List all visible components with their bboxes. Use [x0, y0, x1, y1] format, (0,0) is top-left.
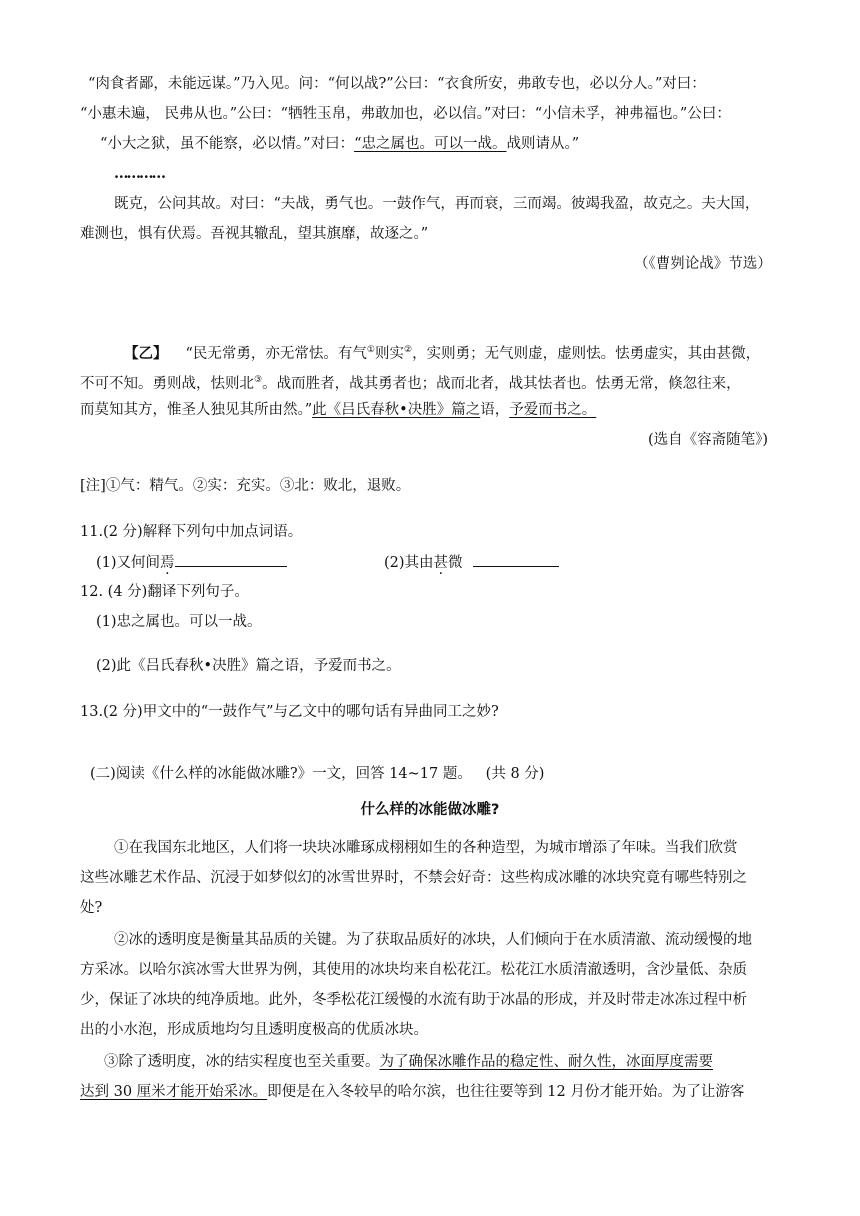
passage-b-text-2a: 不可不知。勇则战，怯则北 — [80, 375, 254, 392]
question-12-stem: 12. (4 分)翻译下列句子。 — [80, 584, 249, 600]
dotted-char-2: 甚 — [433, 555, 449, 571]
footnotes: [注]①气：精气。②实：充实。③北：败北，退败。 — [80, 478, 411, 494]
passage-b-line-1 — [124, 340, 760, 364]
passage-a-line-3 — [100, 134, 579, 154]
passage-a-source: （《曹刿论战》节选） — [634, 256, 772, 272]
passage-b-text-1b: 则实 — [375, 345, 404, 362]
passage-a-line-3-end: 战则请从。” — [506, 136, 580, 152]
footnote-ref-2: ② — [404, 345, 413, 355]
passage-a-line-3-text: “小大之狱，虽不能察，必以情。”对曰： — [100, 136, 355, 152]
paragraph-2-line-1: ②冰的透明度是衡量其品质的关键。为了获取品质好的冰块，人们倾向于在水质清澈、流动缓慢的地 — [114, 932, 752, 948]
p3-line1-text: ③除了透明度，冰的结实程度也至关重要。 — [104, 1054, 380, 1070]
section-2-intro: (二)阅读《什么样的冰能做冰雕?》一文，回答 14~17 题。 (共 8 分) — [90, 766, 545, 782]
footnote-ref-1: ① — [366, 345, 375, 355]
question-13-stem: 13.(2 分)甲文中的“一鼓作气”与乙文中的哪句话有异曲同工之妙? — [80, 704, 499, 720]
question-11-stem: 11.(2 分)解释下列句中加点词语。 — [80, 524, 303, 540]
p3-line2-text: 即便是在入冬较早的哈尔滨，也往往要等到 12 月份才能开始。为了让游客 — [267, 1084, 745, 1100]
q11-item2-text: (2)其由 — [384, 555, 434, 571]
passage-b-line-3 — [80, 400, 596, 420]
dotted-char-1: 焉 — [160, 555, 175, 571]
passage-b-label: 【乙】 — [124, 344, 168, 362]
question-11-item-2 — [384, 552, 559, 573]
ellipsis: ………… — [114, 165, 164, 182]
q11-item1-text: (1)又何间 — [96, 555, 161, 571]
underlined-sentence: “忠之属也。可以一战。 — [354, 136, 507, 152]
underlined-phrase-2: 予爱而书之。 — [509, 402, 597, 418]
paragraph-3-line-1 — [104, 1052, 713, 1072]
paragraph-2-line-3: 少，保证了冰块的纯净质地。此外，冬季松花江缓慢的水流有助于冰晶的形成，并及时带走冰冻过程中析 — [80, 992, 747, 1008]
paragraph-2-line-4: 出的小水泡，形成质地均匀且透明度极高的优质冰块。 — [80, 1022, 428, 1038]
article-title: 什么样的冰能做冰雕? — [360, 802, 500, 818]
question-12-item-1: (1)忠之属也。可以一战。 — [96, 614, 262, 630]
question-11-item-1 — [96, 552, 287, 573]
paragraph-1-line-2: 这些冰雕艺术作品、沉浸于如梦似幻的冰雪世界时，不禁会好奇：这些构成冰雕的冰块究竟有哪些特别之 — [80, 870, 747, 886]
passage-a-line-2: “小惠未遍， 民弗从也。”公曰：“牺牲玉帛，弗敢加也，必以信。”对曰：“小信未孚，神弗福也。”公曰： — [80, 106, 731, 122]
passage-b-text-3: 而莫知其方，惟圣人独见其所由然。” — [80, 402, 313, 418]
passage-a-line-1: “肉食者鄙，未能远谋。”乃入见。问：“何以战?”公曰：“衣食所安，弗敢专也，必以分人。”对曰： — [88, 76, 706, 92]
passage-b-source: (选自《容斋随笔》) — [648, 432, 769, 448]
paragraph-3-line-2 — [80, 1082, 744, 1102]
answer-blank-2[interactable] — [473, 552, 559, 567]
underlined-phrase-1: 此《吕氏春秋•决胜》篇之 — [312, 402, 481, 418]
p3-underlined-2: 达到 30 厘米才能开始采冰。 — [80, 1084, 268, 1100]
paragraph-1-line-1: ①在我国东北地区，人们将一块块冰雕琢成栩栩如生的各种造型，为城市增添了年味。当我们欣赏 — [114, 840, 738, 856]
passage-b-text-1a: “民无常勇，亦无常怯。有气 — [185, 345, 367, 362]
passage-b-text-2b: 。战而胜者，战其勇者也；战而北者，战其怯者也。怯勇无常，倏忽往来， — [262, 375, 741, 392]
passage-b-text-1c: ，实则勇；无气则虚，虚则怯。怯勇虚实，其由甚微， — [412, 345, 761, 362]
question-12-item-2: (2)此《吕氏春秋•决胜》篇之语，予爱而书之。 — [96, 658, 401, 674]
footnote-ref-3: ③ — [254, 375, 263, 385]
p3-underlined-1: 为了确保冰雕作品的稳定性、耐久性，冰面厚度需要 — [379, 1054, 713, 1070]
paragraph-1-line-3: 处? — [80, 900, 103, 916]
passage-b-line-2 — [80, 370, 741, 394]
paragraph-2-line-2: 方采冰。以哈尔滨冰雪大世界为例，其使用的冰块均来自松花江。松花江水质清澈透明，含沙量低、杂质 — [80, 962, 747, 978]
passage-a-line-4: 既克，公问其故。对曰：“夫战，勇气也。一鼓作气，再而衰，三而竭。彼竭我盈，故克之。夫大国， — [114, 196, 760, 212]
answer-blank-1[interactable] — [175, 552, 287, 567]
passage-b-text-3-mid: 语， — [480, 402, 510, 418]
q11-item2-end: 微 — [448, 555, 463, 571]
passage-a-line-5: 难测也，惧有伏焉。吾视其辙乱，望其旗靡，故逐之。” — [80, 226, 429, 242]
